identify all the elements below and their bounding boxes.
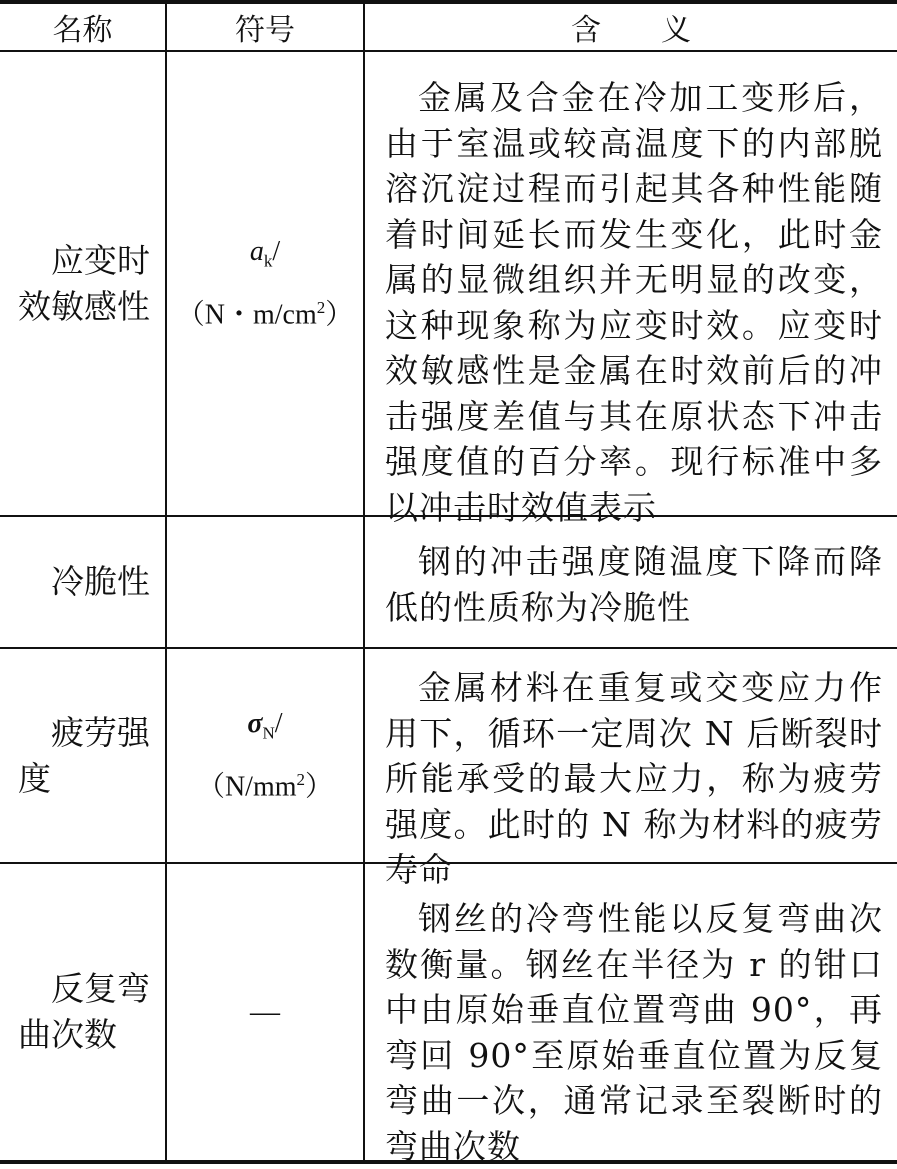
table-row-symbol xyxy=(167,517,363,647)
unit-post: ） xyxy=(305,770,334,802)
table-row-name xyxy=(0,517,165,647)
symbol-subscript: N xyxy=(262,723,275,743)
name-line: 曲次数 xyxy=(18,1015,117,1054)
name-line: 应变时 xyxy=(51,240,150,280)
name-line: 冷脆性 xyxy=(51,562,150,601)
name-line: 效敏感性 xyxy=(18,286,150,326)
unit-pre: （N/mm xyxy=(196,770,297,802)
symbol-slash: / xyxy=(274,708,283,740)
meaning-text: 钢的冲击强度随温度下降而降低的性质称为冷脆性 xyxy=(385,542,883,627)
meaning-text: 金属及合金在冷加工变形后，由于室温或较高温度下的内部脱溶沉淀过程而引起其各种性能随着时间延长而发生变化，此时金属的显微组织并无明显的改变，这种现象称为应变时效。应变时效敏感性是金属在时效前后的冲击强度差值与其在原状态下冲击强度值的百分率。现行标准中多以冲击时效值表示 xyxy=(385,78,883,527)
table-row-meaning xyxy=(365,539,897,647)
header-symbol: 符号 xyxy=(235,13,295,48)
header-meaning: 含 义 xyxy=(571,13,691,48)
unit-pre: （N・m/cm xyxy=(176,298,317,330)
table-row-name xyxy=(0,649,165,862)
table-row-symbol xyxy=(167,864,363,1160)
name-line: 反复弯 xyxy=(51,969,150,1008)
table-row-symbol xyxy=(167,649,363,862)
name-line: 疲劳强 xyxy=(51,712,150,752)
symbol-line xyxy=(250,229,280,285)
symbol-slash: / xyxy=(272,236,281,268)
symbol-variable: a xyxy=(249,236,264,268)
symbol-unit xyxy=(177,285,354,338)
header-name: 名称 xyxy=(52,13,113,48)
unit-post: ） xyxy=(325,298,354,330)
meaning-text: 钢丝的冷弯性能以反复弯曲次数衡量。钢丝在半径为 r 的钳口中由原始垂直位置弯曲 90°，再弯回 90°至原始垂直位置为反复弯曲一次，通常记录至裂断时的弯曲次数 xyxy=(385,899,883,1166)
table-row-meaning xyxy=(365,665,897,889)
symbol-line xyxy=(247,701,282,757)
symbol-unit xyxy=(197,757,333,810)
table-row-name xyxy=(0,864,165,1160)
unit-superscript: 2 xyxy=(296,769,306,789)
meaning-text: 金属材料在重复或交变应力作用下，循环一定周次 N 后断裂时所能承受的最大应力，称为疲劳强度。此时的 N 称为材料的疲劳寿命 xyxy=(385,668,883,889)
table-row-meaning xyxy=(365,896,897,1166)
table-row-symbol xyxy=(167,52,363,515)
table-row-meaning xyxy=(365,75,897,527)
symbol-variable: σ xyxy=(247,708,263,740)
unit-superscript: 2 xyxy=(316,297,326,317)
name-line: 度 xyxy=(18,758,51,798)
table-row-name xyxy=(0,52,165,515)
symbol-dash: — xyxy=(250,995,280,1028)
symbol-subscript: k xyxy=(263,251,273,271)
